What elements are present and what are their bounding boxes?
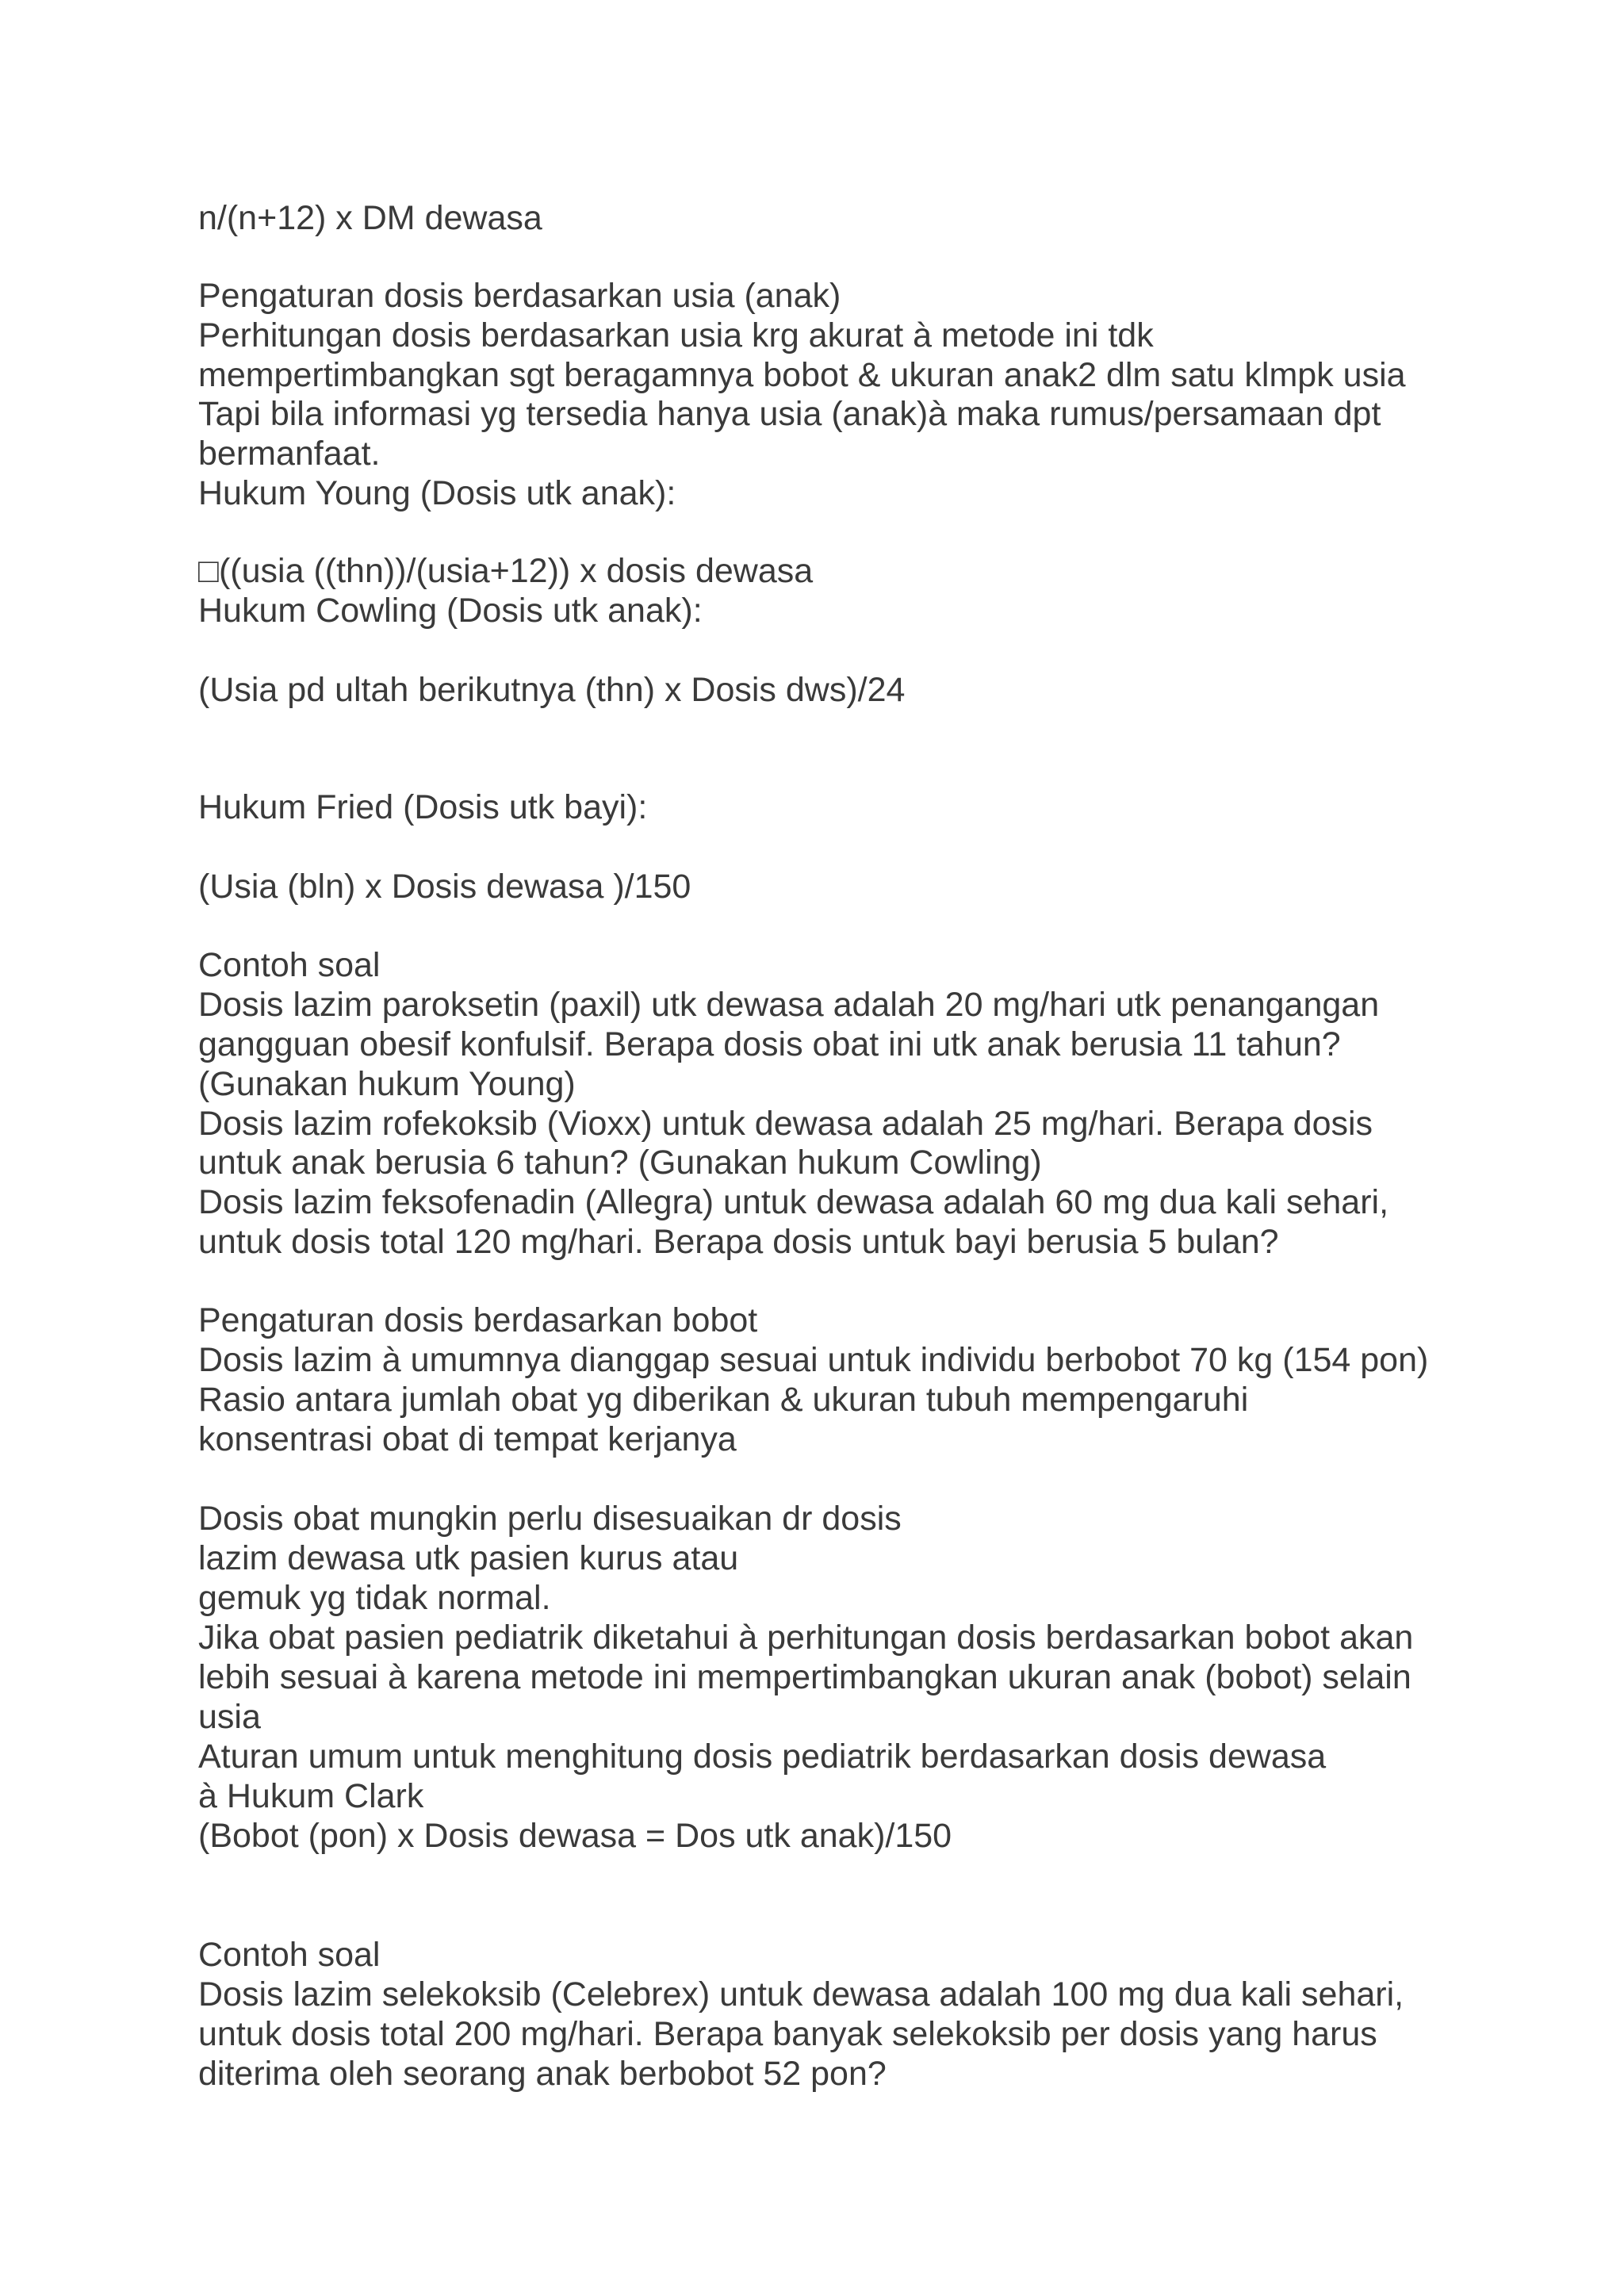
text-line: Aturan umum untuk menghitung dosis pediatrik berdasarkan dosis dewasa (198, 1738, 1327, 1776)
section-heading: Pengaturan dosis berdasarkan usia (anak) (198, 277, 841, 315)
text-line: untuk dosis total 200 mg/hari. Berapa banyak selekoksib per dosis yang harus (198, 2015, 1377, 2053)
text-line: Dosis obat mungkin perlu disesuaikan dr dosis (198, 1500, 902, 1538)
text-line: Jika obat pasien pediatrik diketahui à perhitungan dosis berdasarkan bobot akan (198, 1619, 1414, 1657)
text-line: Dosis lazim rofekoksib (Vioxx) untuk dewasa adalah 25 mg/hari. Berapa dosis (198, 1105, 1373, 1143)
text-line: Perhitungan dosis berdasarkan usia krg akurat à metode ini tdk (198, 316, 1154, 354)
formula-fried: (Usia (bln) x Dosis dewasa )/150 (198, 868, 691, 906)
text-line: (Gunakan hukum Young) (198, 1065, 576, 1103)
text-line: Dosis lazim feksofenadin (Allegra) untuk dewasa adalah 60 mg dua kali sehari, (198, 1183, 1389, 1221)
text-line: lazim dewasa utk pasien kurus atau (198, 1539, 739, 1577)
text-line: Hukum Cowling (Dosis utk anak): (198, 592, 703, 630)
section-heading: Contoh soal (198, 946, 381, 984)
text-line: lebih sesuai à karena metode ini mempertimbangkan ukuran anak (bobot) selain (198, 1658, 1411, 1696)
formula-cowling: (Usia pd ultah berikutnya (thn) x Dosis dws)/24 (198, 671, 906, 709)
text-line: konsentrasi obat di tempat kerjanya (198, 1420, 737, 1458)
text-line: Dosis lazim paroksetin (paxil) utk dewasa adalah 20 mg/hari utk penangangan (198, 986, 1380, 1024)
text-line: usia (198, 1698, 261, 1736)
text-line: Tapi bila informasi yg tersedia hanya usia (anak)à maka rumus/persamaan dpt (198, 395, 1381, 433)
text-line: untuk dosis total 120 mg/hari. Berapa dosis untuk bayi berusia 5 bulan? (198, 1223, 1279, 1261)
text-line: Dosis lazim selekoksib (Celebrex) untuk dewasa adalah 100 mg dua kali sehari, (198, 1975, 1404, 2013)
formula-clark: (Bobot (pon) x Dosis dewasa = Dos utk anak)/150 (198, 1817, 952, 1855)
text-line: bermanfaat. (198, 435, 381, 473)
formula-young: □((usia ((thn))/(usia+12)) x dosis dewasa (198, 552, 814, 590)
text-line: untuk anak berusia 6 tahun? (Gunakan hukum Cowling) (198, 1144, 1042, 1182)
text-line: Hukum Fried (Dosis utk bayi): (198, 788, 648, 826)
text-line: Rasio antara jumlah obat yg diberikan & ukuran tubuh mempengaruhi (198, 1381, 1249, 1419)
text-line: n/(n+12) x DM dewasa (198, 199, 542, 237)
text-line: à Hukum Clark (198, 1777, 424, 1815)
text-line: gangguan obesif konfulsif. Berapa dosis obat ini utk anak berusia 11 tahun? (198, 1025, 1341, 1063)
text-line: Dosis lazim à umumnya dianggap sesuai untuk individu berbobot 70 kg (154 pon) (198, 1341, 1429, 1379)
section-heading: Contoh soal (198, 1936, 381, 1974)
text-line: diterima oleh seorang anak berbobot 52 pon? (198, 2055, 887, 2093)
text-line: Hukum Young (Dosis utk anak): (198, 474, 676, 512)
section-heading: Pengaturan dosis berdasarkan bobot (198, 1301, 758, 1339)
text-line: gemuk yg tidak normal. (198, 1579, 551, 1617)
text-line: mempertimbangkan sgt beragamnya bobot & ukuran anak2 dlm satu klmpk usia (198, 356, 1406, 394)
